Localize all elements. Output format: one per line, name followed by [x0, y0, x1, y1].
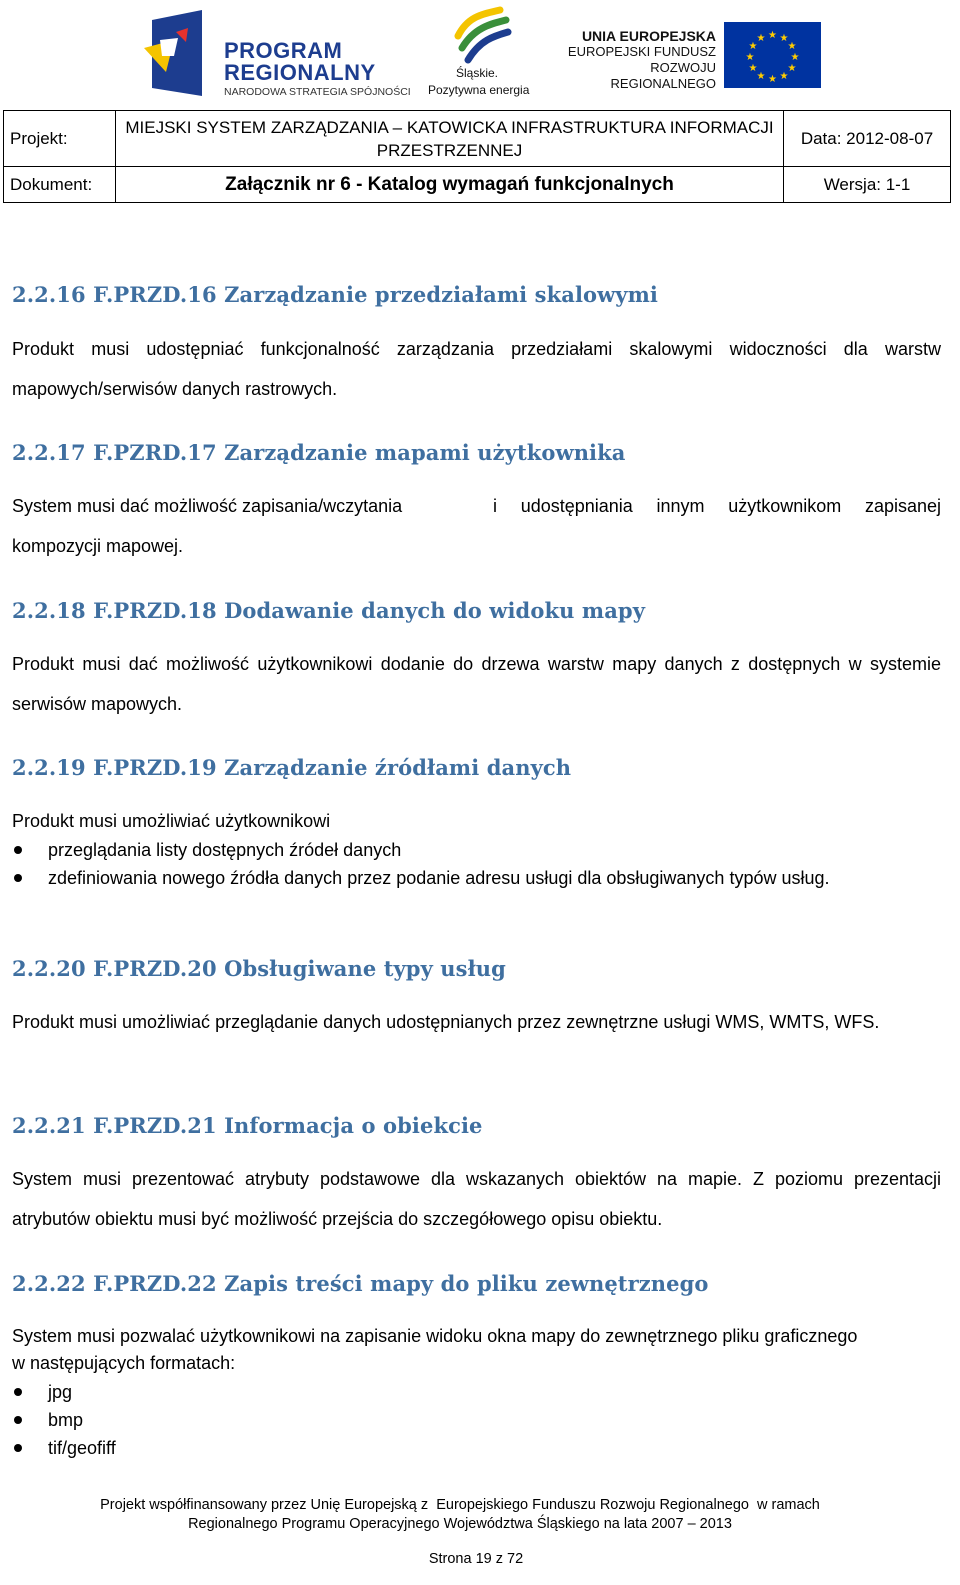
- bullet-icon: [14, 1444, 22, 1452]
- eu-text-logo: [548, 28, 716, 92]
- program-line3: NARODOWA STRATEGIA SPÓJNOŚCI: [224, 86, 411, 98]
- section-heading: 2.2.18 F.PRZD.18 Dodawanie danych do widoku mapy: [12, 598, 645, 623]
- project-label: Projekt:: [4, 111, 116, 167]
- slaskie-waves-icon: [428, 6, 538, 66]
- bullet-list: [12, 836, 830, 892]
- svg-text:★: ★: [787, 63, 797, 74]
- bullet-icon: [14, 874, 22, 882]
- section-text: Produkt musi umożliwiać przeglądanie danych udostępnianych przez zewnętrzne usługi WMS, WMTS, WFS.: [12, 1012, 880, 1032]
- footer-line1: Projekt współfinansowany przez Unię Europejską z Europejskiego Funduszu Rozwoju Regionalnego w ramach: [100, 1497, 820, 1513]
- program-line2: REGIONALNY: [224, 60, 376, 85]
- section-text-part2: i udostępniania innym użytkownikom zapisanej: [493, 496, 941, 516]
- section-text-part3: kompozycji mapowej.: [12, 536, 184, 556]
- program-regionalny-emblem-icon: [144, 10, 224, 102]
- svg-text:★: ★: [745, 52, 755, 63]
- slaskie-logo: [428, 6, 538, 98]
- footer-line2: Regionalnego Programu Operacyjnego Województwa Śląskiego na lata 2007 – 2013: [188, 1516, 732, 1532]
- logos-header: [0, 0, 960, 108]
- section-intro: Produkt musi umożliwiać użytkownikowi: [12, 811, 331, 831]
- page-number: Strona 19 z 72: [428, 1551, 524, 1567]
- section-text: Produkt musi udostępniać funkcjonalność zarządzania przedziałami skalowymi widoczności dla warstw mapowych/serwisów danych rastrowych.: [12, 339, 941, 399]
- document-header-table: [3, 110, 951, 203]
- section-text: Produkt musi dać możliwość użytkownikowi dodanie do drzewa warstw mapy danych z dostępnych w systemie serwisów mapowych.: [12, 654, 941, 714]
- svg-text:★: ★: [787, 41, 797, 52]
- bullet-icon: [14, 846, 22, 854]
- document-date: Data: 2012-08-07: [784, 111, 951, 167]
- section-intro: System musi pozwalać użytkownikowi na zapisanie widoku okna mapy do zewnętrznego pliku graficznego w następujących formatach:: [12, 1326, 858, 1373]
- svg-text:★: ★: [790, 52, 800, 63]
- section-heading: 2.2.17 F.PZRD.17 Zarządzanie mapami użytkownika: [12, 440, 626, 465]
- section-text-part1: System musi dać możliwość zapisania/wczytania: [12, 496, 403, 516]
- project-title: MIEJSKI SYSTEM ZARZĄDZANIA – KATOWICKA INFRASTRUKTURA INFORMACJI PRZESTRZENNEJ: [116, 111, 784, 167]
- svg-text:★: ★: [756, 71, 766, 82]
- bullet-list: [12, 1378, 116, 1462]
- eu-line2: EUROPEJSKI FUNDUSZ: [567, 44, 716, 59]
- section-heading: 2.2.16 F.PRZD.16 Zarządzanie przedziałami skalowymi: [12, 282, 658, 307]
- svg-text:★: ★: [768, 30, 777, 41]
- bullet-icon: [14, 1416, 22, 1424]
- page-footer: [0, 1496, 920, 1534]
- svg-text:★: ★: [756, 33, 766, 44]
- document-title: Załącznik nr 6 - Katalog wymagań funkcjonalnych: [116, 167, 784, 203]
- slaskie-line2: Pozytywna energia: [428, 83, 530, 97]
- section-text-continued: [12, 526, 941, 566]
- svg-text:★: ★: [768, 74, 777, 85]
- section-heading: 2.2.22 F.PRZD.22 Zapis treści mapy do pliku zewnętrznego: [12, 1271, 709, 1296]
- section-text: [12, 486, 941, 526]
- section-heading: 2.2.20 F.PRZD.20 Obsługiwane typy usług: [12, 956, 506, 981]
- svg-text:★: ★: [779, 71, 789, 82]
- eu-line3: ROZWOJU REGIONALNEGO: [610, 60, 716, 91]
- eu-flag-icon: [724, 22, 821, 88]
- document-label: Dokument:: [4, 167, 116, 203]
- list-item: tif/geofiff: [12, 1434, 116, 1462]
- slaskie-line1: Śląskie.: [456, 66, 499, 80]
- list-item: zdefiniowania nowego źródła danych przez podanie adresu usługi dla obsługiwanych typów usług.: [12, 864, 830, 892]
- document-version: Wersja: 1-1: [784, 167, 951, 203]
- eu-line1: UNIA EUROPEJSKA: [581, 28, 716, 44]
- section-text: System musi prezentować atrybuty podstawowe dla wskazanych obiektów na mapie. Z poziomu prezentacji atrybutów obiektu musi być możliwość przejścia do szczegółowego opisu obiektu.: [12, 1169, 941, 1229]
- program-line1: PROGRAM: [224, 38, 343, 63]
- section-heading: 2.2.21 F.PRZD.21 Informacja o obiekcie: [12, 1113, 483, 1138]
- list-item: jpg: [12, 1378, 116, 1406]
- bullet-icon: [14, 1388, 22, 1396]
- program-regionalny-logo: [144, 10, 411, 100]
- svg-text:★: ★: [748, 41, 758, 52]
- list-item: przeglądania listy dostępnych źródeł danych: [12, 836, 830, 864]
- section-heading: 2.2.19 F.PRZD.19 Zarządzanie źródłami danych: [12, 755, 572, 780]
- svg-text:★: ★: [779, 33, 789, 44]
- list-item: bmp: [12, 1406, 116, 1434]
- svg-text:★: ★: [748, 63, 758, 74]
